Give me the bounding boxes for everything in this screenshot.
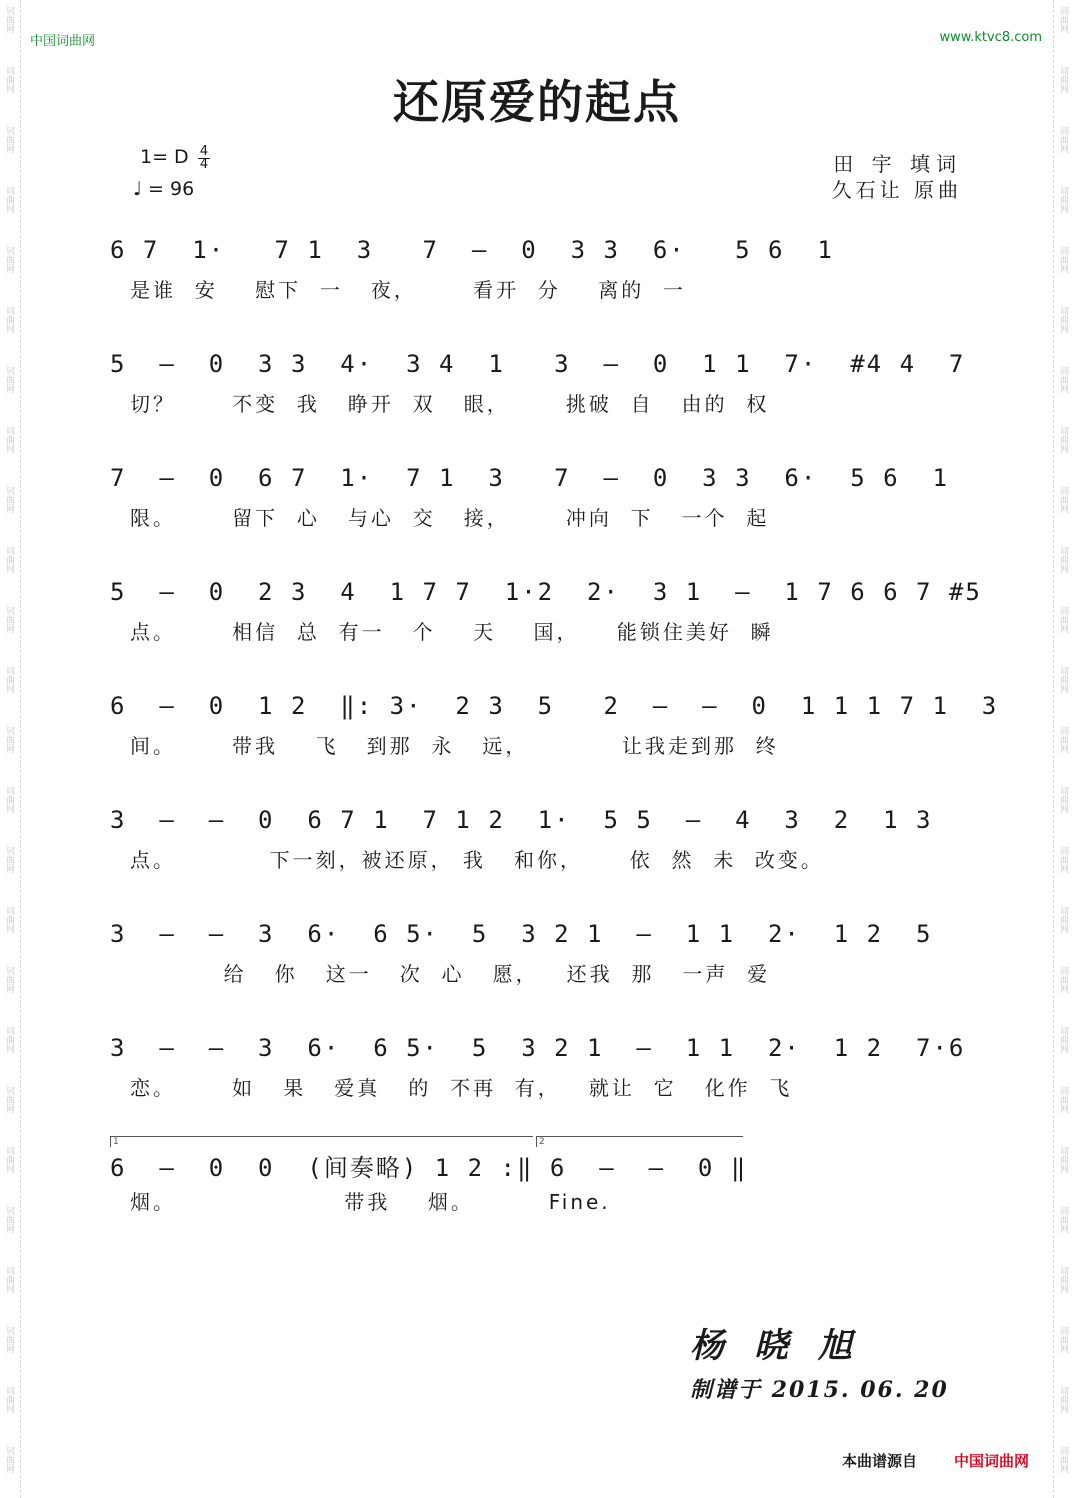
composer-credit: 久石让 原曲 [831,178,962,202]
edge-watermark-text: 词曲网 [1058,966,1068,993]
time-signature-bottom: 4 [199,157,209,172]
notes-line: 6 — 0 1 2 ‖: 3· 2 3 5 2 — — 0 1 1 1 7 1 3 [110,692,999,720]
edge-watermark-text: 词曲网 [4,726,14,753]
edge-watermark-text: 词曲网 [4,366,14,393]
edge-watermark-text: 词曲网 [1058,546,1068,573]
right-watermark-strip [1053,0,1074,1498]
volta-first-ending: 1 [110,1136,533,1147]
edge-watermark-text: 词曲网 [4,1266,14,1293]
volta-second-ending: 2 [536,1136,743,1147]
edge-watermark-text: 词曲网 [1058,66,1068,93]
song-title: 还原爱的起点 [393,75,681,129]
edge-watermark-text: 词曲网 [1058,1266,1068,1293]
edge-watermark-text: 词曲网 [4,6,14,33]
edge-watermark-text: 词曲网 [1058,1026,1068,1053]
site-url-right[interactable]: www.ktvc8.com [939,30,1042,45]
lyrics-line: 间。 带我 飞 到那 永 远， 让我走到那 终 [130,734,779,758]
notes-line: 5 — 0 2 3 4 1 7 7 1·2 2· 3 1 — 1 7 6 6 7 #5 [110,578,982,606]
edge-watermark-text: 词曲网 [4,426,14,453]
edge-watermark-text: 词曲网 [4,1386,14,1413]
source-label: 本曲谱源自 [842,1452,918,1470]
edge-watermark-text: 词曲网 [1058,306,1068,333]
time-signature-top: 4 [199,144,209,159]
edge-watermark-text: 词曲网 [4,1326,14,1353]
edge-watermark-text: 词曲网 [4,846,14,873]
lyrics-line: 点。 相信 总 有一 个 天 国， 能锁住美好 瞬 [130,620,774,644]
edge-watermark-text: 词曲网 [4,786,14,813]
lyrics-line: 切？ 不变 我 睁开 双 眼， 挑破 自 由的 权 [130,392,770,416]
edge-watermark-text: 词曲网 [1058,1326,1068,1353]
edge-watermark-text: 词曲网 [1058,126,1068,153]
volta-brackets [110,1136,750,1146]
edge-watermark-text: 词曲网 [4,1026,14,1053]
edge-watermark-text: 词曲网 [1058,366,1068,393]
source-site-link[interactable]: 中国词曲网 [954,1452,1030,1470]
edge-watermark-text: 词曲网 [4,546,14,573]
edge-watermark-text: 词曲网 [4,966,14,993]
edge-watermark-text: 词曲网 [1058,6,1068,33]
edge-watermark-text: 词曲网 [1058,786,1068,813]
edge-watermark-text: 词曲网 [1058,1146,1068,1173]
edge-watermark-text: 词曲网 [4,66,14,93]
edge-watermark-text: 词曲网 [4,1446,14,1473]
edge-watermark-text: 词曲网 [1058,906,1068,933]
edge-watermark-text: 词曲网 [4,306,14,333]
notes-line: 3 — — 3 6· 6 5· 5 3 2 1 — 1 1 2· 1 2 5 [110,920,933,948]
edge-watermark-text: 词曲网 [4,906,14,933]
edge-watermark-text: 词曲网 [1058,846,1068,873]
edge-watermark-text: 词曲网 [1058,726,1068,753]
edge-watermark-text: 词曲网 [1058,1386,1068,1413]
arranger-signature: 杨晓旭 [690,1326,882,1366]
edge-watermark-text: 词曲网 [1058,186,1068,213]
notes-line: 5 — 0 3 3 4· 3 4 1 3 — 0 1 1 7· #4 4 7 [110,350,966,378]
edge-watermark-text: 词曲网 [1058,1206,1068,1233]
edge-watermark-text: 词曲网 [1058,246,1068,273]
lyricist-credit: 田 宇 填词 [833,152,962,176]
edge-watermark-text: 词曲网 [1058,666,1068,693]
key-signature: 1= D [140,146,189,168]
site-name-left[interactable]: 中国词曲网 [30,34,96,49]
edge-watermark-text: 词曲网 [4,606,14,633]
edge-watermark-text: 词曲网 [4,486,14,513]
edge-watermark-text: 词曲网 [4,246,14,273]
edge-watermark-text: 词曲网 [4,1086,14,1113]
notes-line: 6 7 1· 7 1 3 7 — 0 3 3 6· 5 6 1 [110,236,834,264]
edge-watermark-text: 词曲网 [1058,1446,1068,1473]
tempo-value: = 96 [148,178,195,200]
left-watermark-strip [0,0,21,1498]
time-signature [198,146,210,171]
quarter-note-icon: ♩ [133,178,142,200]
arrangement-date: 制谱于 2015. 06. 20 [690,1377,949,1403]
edge-watermark-text: 词曲网 [1058,486,1068,513]
lyrics-line: 烟。 带我 烟。 Fine. [130,1190,611,1214]
lyrics-line: 是谁 安 慰下 一 夜， 看开 分 离的 一 [130,278,686,302]
edge-watermark-text: 词曲网 [1058,426,1068,453]
tempo-marking [133,178,194,200]
notes-line: 3 — — 3 6· 6 5· 5 3 2 1 — 1 1 2· 1 2 7·6 [110,1034,966,1062]
lyrics-line: 限。 留下 心 与心 交 接， 冲向 下 一个 起 [130,506,770,530]
lyrics-line: 恋。 如 果 爱真 的 不再 有， 就让 它 化作 飞 [130,1076,793,1100]
lyrics-line: 点。 下一刻，被还原， 我 和你， 依 然 未 改变。 [130,848,824,872]
notes-line: 7 — 0 6 7 1· 7 1 3 7 — 0 3 3 6· 5 6 1 [110,464,949,492]
notes-line: 6 — 0 0 (间奏略) 1 2 :‖ 6 — — 0 ‖ [110,1154,748,1182]
edge-watermark-text: 词曲网 [4,666,14,693]
notes-line: 3 — — 0 6 7 1 7 1 2 1· 5 5 — 4 3 2 1 3 [110,806,933,834]
edge-watermark-text: 词曲网 [4,126,14,153]
edge-watermark-text: 词曲网 [1058,606,1068,633]
lyrics-line: 给 你 这一 次 心 愿， 还我 那 一声 爱 [130,962,771,986]
edge-watermark-text: 词曲网 [4,186,14,213]
edge-watermark-text: 词曲网 [4,1206,14,1233]
edge-watermark-text: 词曲网 [1058,1086,1068,1113]
edge-watermark-text: 词曲网 [4,1146,14,1173]
